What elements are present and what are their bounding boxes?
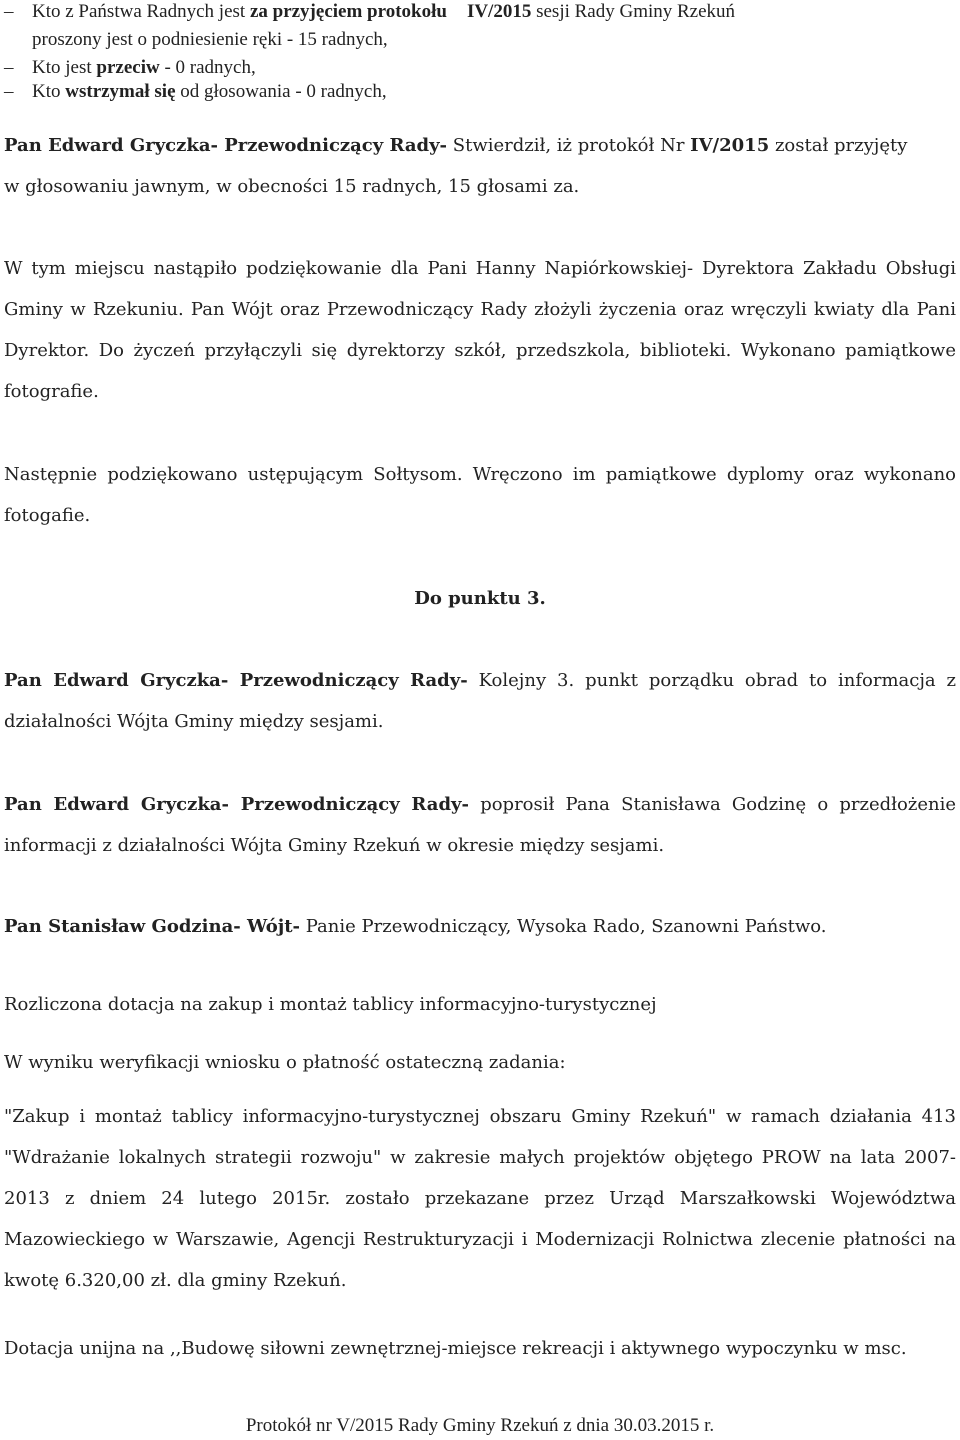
- paragraph-text: został przyjęty: [769, 135, 908, 156]
- vote-text: sesji Rady Gminy Rzekuń: [531, 1, 736, 22]
- vote-text: Kto: [32, 81, 66, 102]
- vote-bold-text: za przyjęciem protokołu: [249, 1, 447, 22]
- dash-bullet: –: [4, 57, 14, 78]
- speaker-name: Pan Edward Gryczka- Przewodniczący Rady-: [4, 135, 448, 156]
- dash-bullet: –: [4, 1, 14, 22]
- paragraph-thanks-soltys: Następnie podziękowano ustępującym Sołtysom. Wręczono im pamiątkowe dyplomy oraz wykonano fotogafie.: [4, 464, 956, 526]
- speaker-name: Pan Edward Gryczka- Przewodniczący Rady-: [4, 794, 469, 815]
- paragraph-verification: W wyniku weryfikacji wniosku o płatność ostateczną zadania:: [4, 1052, 566, 1073]
- paragraph-text: Stwierdził, iż protokół Nr: [447, 135, 691, 156]
- vote-line-hands: proszony jest o podniesienie ręki - 15 radnych,: [32, 29, 388, 50]
- paragraph-payment-details: "Zakup i montaż tablicy informacyjno-turystycznej obszaru Gminy Rzekuń" w ramach działania 413 "Wdrażanie lokalnych strategii rozwoju" w zakresie małych projektów objętego PROW na lata 2007-2013 z dniem 24 lutego 2015r. zostało przekazane przez Urząd Marszałkowski Województwa Mazowieckiego w Warszawie, Agencji Restrukturyzacji i Modernizacji Rolnictwa zlecenie płatności na kwotę 6.320,00 zł. dla gminy Rzekuń.: [4, 1106, 956, 1291]
- vote-text: Kto jest: [32, 57, 97, 78]
- vote-line-against: [4, 56, 956, 80]
- section-heading: Do punktu 3.: [414, 588, 546, 609]
- paragraph-mayor: [4, 906, 956, 947]
- vote-text: od głosowania - 0 radnych,: [175, 81, 387, 102]
- speaker-name: Pan Edward Gryczka- Przewodniczący Rady-: [4, 670, 468, 691]
- protocol-number: IV/2015: [690, 135, 770, 156]
- dash-bullet: –: [4, 81, 14, 102]
- paragraph-line: w głosowaniu jawnym, w obecności 15 radnych, 15 głosami za.: [4, 176, 580, 197]
- paragraph-point-3: [4, 660, 956, 742]
- paragraph-protocol-accepted: [4, 125, 956, 166]
- vote-line-abstain: [4, 80, 956, 104]
- speaker-name: Pan Stanisław Godzina- Wójt-: [4, 916, 301, 937]
- vote-bold-text: wstrzymał się: [65, 81, 176, 102]
- vote-line-for: [4, 0, 956, 24]
- vote-text: Kto z Państwa Radnych jest: [32, 1, 250, 22]
- paragraph-thanks-director: W tym miejscu nastąpiło podziękowanie dla Pani Hanny Napiórkowskiej- Dyrektora Zakładu Obsługi Gminy w Rzekuniu. Pan Wójt oraz Przewodniczący Rady złożyli życzenia oraz wręczyli kwiaty dla Pani Dyrektor. Do życzeń przyłączyli się dyrektorzy szkół, przedszkola, biblioteki. Wykonano pamiątkowe fotografie.: [4, 258, 956, 402]
- protocol-number: IV/2015: [466, 1, 532, 22]
- paragraph-text: Kolejny 3. punkt porządku obrad to informacja z działalności Wójta Gminy między sesjami.: [4, 670, 957, 732]
- paragraph-eu-grant: Dotacja unijna na ,,Budowę siłowni zewnętrznej-miejsce rekreacji i aktywnego wypoczynku w msc.: [4, 1338, 907, 1359]
- paragraph-text: poprosił Pana Stanisława Godzinę o przedłożenie informacji z działalności Wójta Gminy Rzekuń w okresie między sesjami.: [4, 794, 956, 856]
- vote-text: - 0 radnych,: [159, 57, 256, 78]
- vote-bold-text: przeciw: [96, 57, 160, 78]
- paragraph-grant-title: Rozliczona dotacja na zakup i montaż tablicy informacyjno-turystycznej: [4, 994, 657, 1015]
- paragraph-text: Panie Przewodniczący, Wysoka Rado, Szanowni Państwo.: [300, 916, 827, 937]
- paragraph-request-report: [4, 784, 956, 866]
- page-footer: Protokół nr V/2015 Rady Gminy Rzekuń z dnia 30.03.2015 r.: [245, 1415, 715, 1436]
